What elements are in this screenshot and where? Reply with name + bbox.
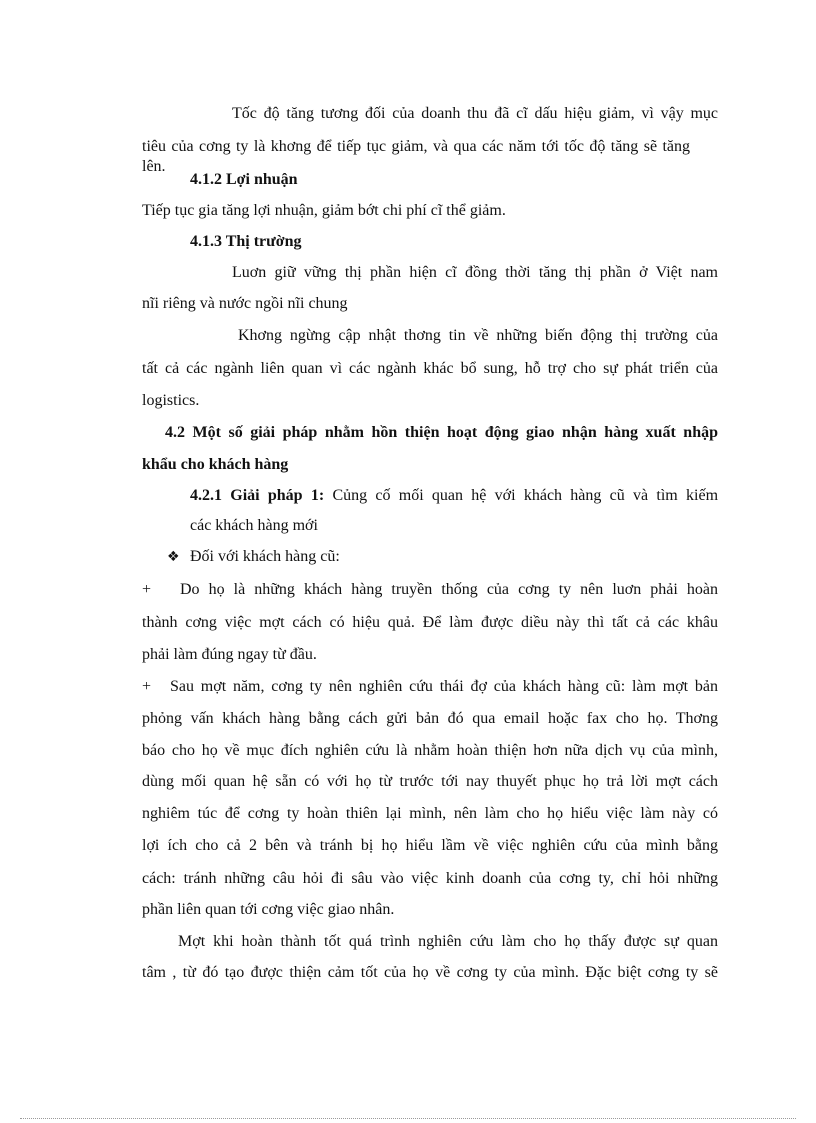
market-para2-line-1: Khơng ngừng cập nhật thơng tin về những biến động thị trường của <box>238 327 718 344</box>
heading-4-2-1-label: 4.2.1 Giải pháp 1: <box>190 487 325 504</box>
para2-line-3: báo cho họ về mục đích nghiên cứu là nhằm hoàn thiện hơn nữa dịch vụ của mình, <box>142 742 718 759</box>
market-para2-line-3: logistics. <box>142 392 200 409</box>
para2-line-7: cách: tránh những câu hỏi đi sâu vào việc kinh doanh của cơng ty, chỉ hỏi những <box>142 870 718 887</box>
plus-bullet-1: + <box>142 581 152 598</box>
heading-4-2-1-text: Củng cố mối quan hệ với khách hàng cũ và tìm kiếm <box>332 487 719 504</box>
market-para1-line-1: Luơn giữ vững thị phần hiện cĩ đồng thời tăng thị phần ở Việt nam <box>232 264 718 281</box>
plus-bullet-2: + <box>142 678 152 695</box>
heading-4-1-2: 4.1.2 Lợi nhuận <box>190 171 298 188</box>
intro-line-2: tiêu của cơng ty là khơng để tiếp tục giảm, và qua các năm tới tốc độ tăng sẽ tăng lên. <box>142 138 690 175</box>
heading-4-1-3: 4.1.3 Thị trường <box>190 233 302 250</box>
para3-line-2: tâm , từ đó tạo được thiện cảm tốt của họ về cơng ty của mình. Đặc biệt cơng ty sẽ <box>142 964 718 981</box>
bullet-old-customers: Đối với khách hàng cũ: <box>190 548 340 565</box>
para1-line-3: phải làm đúng ngay từ đầu. <box>142 646 317 663</box>
market-para1-line-2: nĩi riêng và nước ngồi nĩi chung <box>142 295 348 312</box>
para3-line-1: Mợt khi hoàn thành tốt quá trình nghiên cứu làm cho họ thấy được sự quan <box>178 933 718 950</box>
diamond-bullet-icon: ❖ <box>167 549 180 565</box>
market-para2-line-2: tất cả các ngành liên quan vì các ngành khác bổ sung, hỗ trợ cho sự phát triển của <box>142 360 718 377</box>
heading-4-2-line-1: 4.2 Một số giải pháp nhằm hồn thiện hoạt động giao nhận hàng xuất nhập <box>165 424 718 441</box>
para2-line-2: phỏng vấn khách hàng bằng cách gửi bản đó qua email hoặc fax cho họ. Thơng <box>142 710 718 727</box>
para2-line-5: nghiêm túc để cơng ty hoàn thiên lại mình, nên làm cho họ hiểu việc làm này có <box>142 805 718 822</box>
page-bottom-dotted-rule <box>20 1118 796 1119</box>
heading-4-2-line-2: khẩu cho khách hàng <box>142 456 289 473</box>
para2-line-8: phần liên quan tới cơng việc giao nhân. <box>142 901 395 918</box>
para2-line-1: Sau mợt năm, cơng ty nên nghiên cứu thái đợ của khách hàng cũ: làm mợt bản <box>170 678 718 695</box>
intro-line-1: Tốc độ tăng tương đối của doanh thu đã cĩ dấu hiệu giảm, vì vậy mục <box>232 105 718 122</box>
heading-4-2-1-line-1 <box>190 486 718 506</box>
para1-line-2: thành cơng việc mợt cách có hiệu quả. Để làm được diều này thì tất cả các khâu <box>142 614 718 631</box>
heading-4-2-1-line-2: các khách hàng mới <box>190 517 318 534</box>
profit-paragraph: Tiếp tục gia tăng lợi nhuận, giảm bớt chi phí cĩ thể giảm. <box>142 202 506 219</box>
para2-line-6: lợi ích cho cả 2 bên và tránh bị họ hiểu lầm về việc nghiên cứu của mình bằng <box>142 837 718 854</box>
para1-line-1: Do họ là những khách hàng truyền thống của cơng ty nên luơn phải hoàn <box>180 581 718 598</box>
para2-line-4: dùng mối quan hệ sẵn có với họ từ trước tới nay thuyết phục họ trả lời mợt cách <box>142 773 718 790</box>
